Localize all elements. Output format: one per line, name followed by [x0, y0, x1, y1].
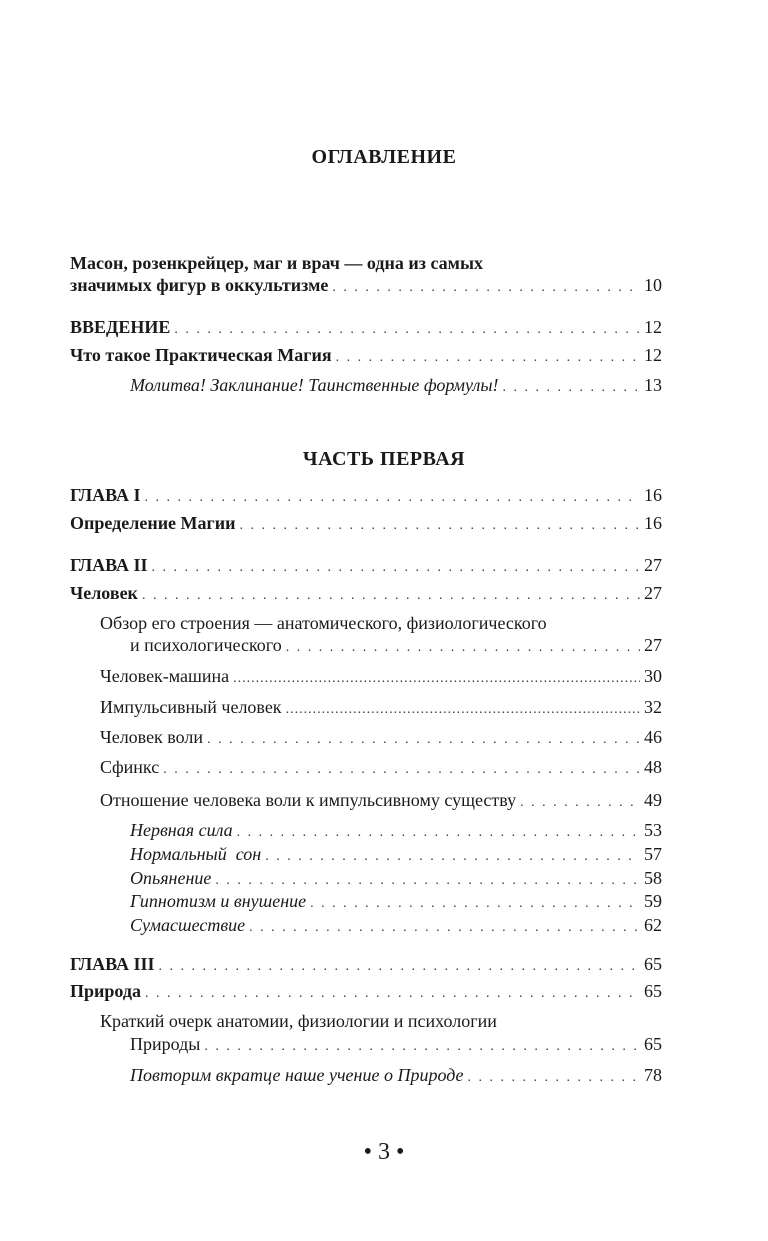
toc-entry-page: 65: [644, 954, 662, 974]
toc-entry[interactable]: [130, 1033, 662, 1058]
toc-entry-page: 16: [644, 485, 662, 505]
leader-dots: [145, 983, 640, 1005]
toc-entry[interactable]: [130, 374, 662, 399]
leader-dots: [145, 487, 640, 509]
leader-dots: [152, 557, 640, 579]
toc-entry[interactable]: [70, 316, 662, 341]
toc-entry[interactable]: [70, 344, 662, 369]
toc-entry-page: 27: [644, 635, 662, 655]
toc-entry-page: 59: [644, 891, 662, 911]
leader-dots: [233, 668, 640, 690]
toc-entry-page: 10: [644, 275, 662, 295]
toc-entry-page: 30: [644, 666, 662, 686]
toc-entry-title: Сфинкс: [100, 757, 160, 777]
toc-entry[interactable]: [70, 554, 662, 579]
toc-entry-line1: Масон, розенкрейцер, маг и врач — одна из самых: [70, 253, 483, 273]
toc-entry-title: и психологического: [130, 635, 282, 655]
toc-entry-title: Гипнотизм и внушение: [130, 891, 307, 911]
toc-entry-title: ВВЕДЕНИЕ: [70, 317, 171, 337]
toc-entry[interactable]: [100, 789, 662, 814]
toc-entry-line1: Обзор его строения — анатомического, физиологического: [100, 613, 547, 633]
toc-entry[interactable]: [70, 512, 662, 537]
toc-entry-page: 12: [644, 345, 662, 365]
page-title: ОГЛАВЛЕНИЕ: [311, 146, 457, 168]
toc-entry-title: значимых фигур в оккультизме: [70, 275, 329, 295]
toc-entry-title: Определение Магии: [70, 513, 236, 533]
leader-dots: [249, 917, 640, 939]
toc-entry-title: Сумасшествие: [130, 915, 246, 935]
leader-dots: [159, 956, 640, 978]
leader-dots: [503, 377, 641, 399]
toc-entry-page: 27: [644, 583, 662, 603]
toc-entry-page: 58: [644, 868, 662, 888]
toc-entry[interactable]: [70, 274, 662, 299]
toc-entry[interactable]: [100, 696, 662, 721]
leader-dots: [215, 870, 640, 892]
toc-entry-page: 49: [644, 790, 662, 810]
toc-entry-page: 46: [644, 727, 662, 747]
leader-dots: [163, 759, 640, 781]
leader-dots: [265, 846, 640, 868]
toc-entry[interactable]: [70, 582, 662, 607]
leader-dots: [336, 347, 640, 369]
leader-dots: [207, 729, 640, 751]
toc-entry-title: Нормальный сон: [130, 844, 262, 864]
leader-dots: [237, 822, 640, 844]
toc-entry-page: 16: [644, 513, 662, 533]
leader-dots: [142, 585, 640, 607]
toc-entry[interactable]: [100, 756, 662, 781]
leader-dots: [239, 515, 640, 537]
toc-entry[interactable]: [130, 1064, 662, 1089]
toc-entry-title: ГЛАВА III: [70, 954, 155, 974]
toc-entry[interactable]: [70, 953, 662, 978]
leader-dots: [520, 792, 640, 814]
toc-entry-page: 27: [644, 555, 662, 575]
toc-entry[interactable]: [130, 819, 662, 844]
toc-entry-title: Человек воли: [100, 727, 204, 747]
toc-entry[interactable]: [70, 980, 662, 1005]
toc-entry[interactable]: [100, 726, 662, 751]
toc-entry-title: Человек-машина: [100, 666, 230, 686]
toc-entry-page: 12: [644, 317, 662, 337]
toc-entry-page: 13: [644, 375, 662, 395]
part-title: ЧАСТЬ ПЕРВАЯ: [302, 448, 466, 470]
toc-entry-page: 62: [644, 915, 662, 935]
leader-dots: [204, 1036, 640, 1058]
toc-entry-page: 57: [644, 844, 662, 864]
toc-entry-title: Нервная сила: [130, 820, 233, 840]
toc-entry[interactable]: [130, 843, 662, 868]
toc-entry[interactable]: [130, 867, 662, 892]
toc-entry-title: Импульсивный человек: [100, 697, 282, 717]
toc-entry[interactable]: [130, 634, 662, 659]
toc-entry-title: ГЛАВА I: [70, 485, 141, 505]
toc-entry[interactable]: [130, 914, 662, 939]
toc-entry-title: Что такое Практическая Магия: [70, 345, 332, 365]
toc-entry-page: 65: [644, 981, 662, 1001]
leader-dots: [174, 319, 640, 341]
toc-entry[interactable]: [100, 665, 662, 690]
toc-entry-page: 78: [644, 1065, 662, 1085]
toc-entry-title: Повторим вкратце наше учение о Природе: [130, 1065, 464, 1085]
toc-entry-title: Природы: [130, 1034, 201, 1054]
toc-entry-title: Природа: [70, 981, 141, 1001]
toc-entry-line1: Краткий очерк анатомии, физиологии и психологии: [100, 1011, 497, 1031]
toc-entry-title: ГЛАВА II: [70, 555, 148, 575]
toc-entry[interactable]: [70, 484, 662, 509]
toc-entry-title: Человек: [70, 583, 138, 603]
toc-entry-title: Опьянение: [130, 868, 212, 888]
toc-entry-page: 53: [644, 820, 662, 840]
leader-dots: [468, 1067, 640, 1089]
toc-entry-page: 48: [644, 757, 662, 777]
toc-entry-title: Отношение человека воли к импульсивному существу: [100, 790, 517, 810]
leader-dots: [286, 637, 640, 659]
page-number: • 3 •: [363, 1139, 405, 1165]
toc-entry-page: 32: [644, 697, 662, 717]
leader-dots: [310, 893, 640, 915]
leader-dots: [332, 277, 640, 299]
leader-dots: [286, 699, 640, 721]
toc-entry[interactable]: [130, 890, 662, 915]
toc-entry-page: 65: [644, 1034, 662, 1054]
toc-entry-title: Молитва! Заклинание! Таинственные формулы!: [130, 375, 499, 395]
